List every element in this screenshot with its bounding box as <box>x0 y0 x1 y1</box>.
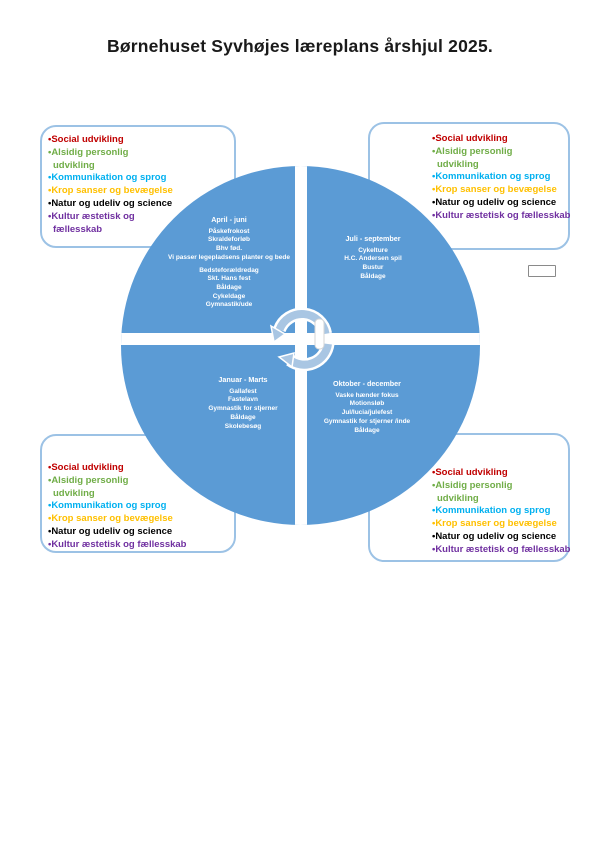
learning-theme-item <box>432 133 568 146</box>
quadrant-activity-group <box>273 247 473 282</box>
learning-theme-line: •Social udvikling <box>48 134 124 145</box>
learning-theme-line: •Kultur æstetisk og <box>48 210 135 222</box>
learning-theme-item <box>432 505 568 518</box>
quadrant-juli-september <box>273 235 473 282</box>
learning-theme-line: fællesskab <box>53 223 103 235</box>
learning-theme-item <box>432 197 568 210</box>
learning-theme-line: •Krop sanser og bevægelse <box>432 184 557 196</box>
learning-theme-item <box>432 146 568 172</box>
quadrant-activity: Båldage <box>216 283 242 291</box>
learning-theme-line: •Kommunikation og sprog <box>432 171 551 183</box>
learning-theme-line: •Krop sanser og bevægelse <box>48 185 173 197</box>
quadrant-activity: Cykeldage <box>212 292 246 300</box>
learning-theme-line: •Alsidig personlig <box>48 474 129 486</box>
learning-theme-line: •Social udvikling <box>48 462 124 473</box>
quadrant-activity: Fastelavn <box>228 396 258 404</box>
quadrant-activity-group <box>267 392 467 436</box>
learning-theme-line: •Natur og udeliv og science <box>48 525 173 537</box>
quadrant-month-header: Januar - Marts <box>218 375 268 384</box>
learning-theme-item <box>432 467 568 480</box>
learning-theme-item <box>48 172 230 185</box>
quadrant-activity: Skraldeforløb <box>208 236 250 244</box>
quadrant-activity: Jul/lucia/julefest <box>341 409 393 417</box>
learning-theme-item <box>432 480 568 506</box>
quadrant-activity: Bedsteforældredag <box>199 266 259 274</box>
learning-theme-item <box>48 147 230 173</box>
learning-theme-item <box>432 531 568 544</box>
quadrant-activity: Motionsløb <box>349 400 385 408</box>
quadrant-activity: Gymnastik for stjerner /inde <box>323 417 411 425</box>
quadrant-activity: Vi passer legepladsens planter og bede <box>168 253 290 261</box>
empty-textbox-shape <box>528 265 556 277</box>
learning-theme-item <box>48 500 230 513</box>
quadrant-oktober-december <box>267 380 467 435</box>
learning-theme-item <box>48 134 230 147</box>
quadrant-activity: Gymnastik for stjerner <box>208 405 278 413</box>
quadrant-activity: Gymnastik/ude <box>205 301 253 309</box>
quadrant-month-header: Oktober - december <box>333 379 401 388</box>
quadrant-activity: Gallafest <box>229 387 257 395</box>
learning-theme-line: •Natur og udeliv og science <box>48 197 173 209</box>
quadrant-activity: Bhv fød. <box>216 245 242 253</box>
learning-theme-line: •Kommunikation og sprog <box>48 500 167 512</box>
quadrant-activity: Skt. Hans fest <box>207 275 251 283</box>
page-title: Børnehuset Syvhøjes læreplans årshjul 2025. <box>107 36 493 56</box>
learning-theme-line: udvikling <box>53 159 95 171</box>
quadrant-activity: Cykelture <box>358 246 388 254</box>
quadrant-activity: Bustur <box>362 264 384 272</box>
learning-theme-line: •Kommunikation og sprog <box>432 505 551 517</box>
learning-theme-line: •Natur og udeliv og science <box>432 530 557 542</box>
learning-theme-item <box>48 526 230 539</box>
learning-theme-item <box>432 171 568 184</box>
learning-theme-line: udvikling <box>437 158 479 170</box>
learning-theme-line: •Alsidig personlig <box>432 479 513 491</box>
quadrant-activity: Påskefrokost <box>208 227 250 235</box>
learning-theme-line: udvikling <box>53 487 95 499</box>
learning-theme-item <box>48 539 230 552</box>
quadrant-activity: Båldage <box>354 426 380 434</box>
learning-theme-line: •Social udvikling <box>432 467 508 478</box>
learning-theme-item <box>432 209 571 223</box>
quadrant-activity: Båldage <box>230 413 256 421</box>
learning-theme-line: udvikling <box>437 492 479 504</box>
learning-theme-line: •Krop sanser og bevægelse <box>48 513 173 525</box>
quadrant-month-header: Juli - september <box>345 234 401 243</box>
learning-theme-line: •Social udvikling <box>432 133 508 144</box>
learning-theme-line: •Kultur æstetisk og fællesskab <box>432 543 571 555</box>
quadrant-activity: Båldage <box>360 272 386 280</box>
learning-theme-item <box>432 518 568 531</box>
learning-theme-line: •Alsidig personlig <box>48 146 129 158</box>
learning-theme-line: •Kultur æstetisk og fællesskab <box>432 209 571 221</box>
learning-theme-item <box>432 184 568 197</box>
cycle-arrows-icon <box>266 302 338 374</box>
quadrant-activity: H.C. Andersen spil <box>344 255 402 263</box>
learning-theme-line: •Kommunikation og sprog <box>48 172 167 184</box>
learning-theme-line: •Natur og udeliv og science <box>432 196 557 208</box>
learning-theme-line: •Alsidig personlig <box>432 145 513 157</box>
learning-theme-line: •Kultur æstetisk og fællesskab <box>48 538 187 550</box>
quadrant-activity: Vaske hænder fokus <box>335 391 399 399</box>
quadrant-month-header: April - juni <box>211 215 247 224</box>
learning-theme-line: •Krop sanser og bevægelse <box>432 518 557 530</box>
quadrant-activity: Skolebesøg <box>224 422 262 430</box>
learning-theme-item <box>48 513 230 526</box>
learning-theme-item <box>432 543 571 557</box>
